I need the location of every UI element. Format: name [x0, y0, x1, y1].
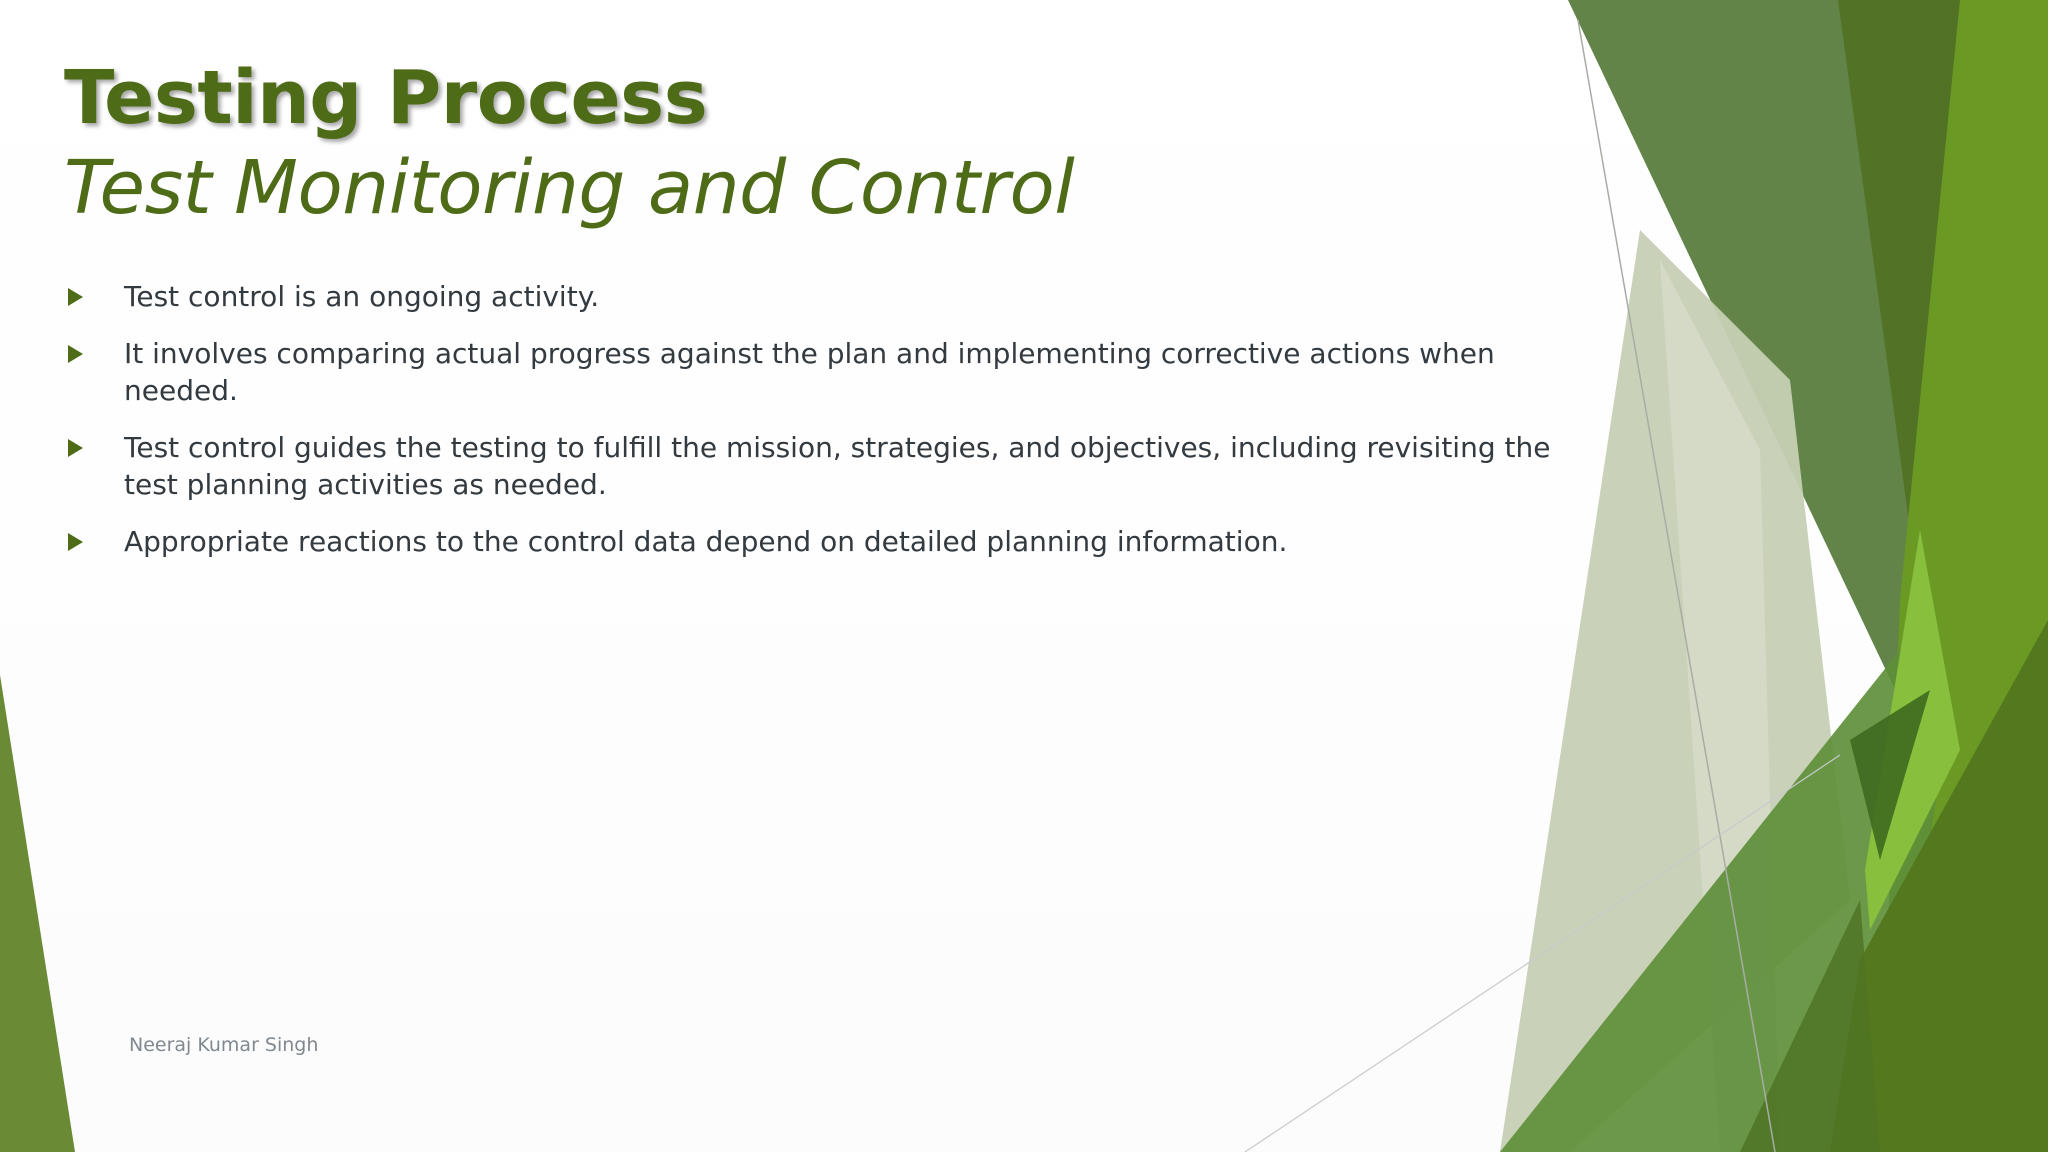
bullet-item — [64, 278, 1584, 315]
bullet-text: Test control guides the testing to fulfill the mission, strategies, and objectives, including revisiting the test planning activities as needed. — [124, 431, 1551, 501]
bullet-item — [64, 335, 1584, 409]
bullet-item — [64, 523, 1584, 560]
triangle-bullet-icon — [68, 288, 83, 306]
bullet-list — [64, 278, 1584, 580]
footer-author: Neeraj Kumar Singh — [129, 1034, 319, 1056]
triangle-bullet-icon — [68, 533, 83, 551]
triangle-bullet-icon — [68, 345, 83, 363]
slide-title: Testing Process — [64, 55, 708, 141]
bullet-item — [64, 429, 1584, 503]
left-green-sliver — [0, 675, 75, 1152]
bullet-text: It involves comparing actual progress against the plan and implementing corrective actions when needed. — [124, 337, 1495, 407]
bullet-text: Test control is an ongoing activity. — [124, 280, 600, 313]
slide-subtitle: Test Monitoring and Control — [64, 145, 1075, 231]
triangle-bullet-icon — [68, 439, 83, 457]
bullet-text: Appropriate reactions to the control data depend on detailed planning information. — [124, 525, 1288, 558]
